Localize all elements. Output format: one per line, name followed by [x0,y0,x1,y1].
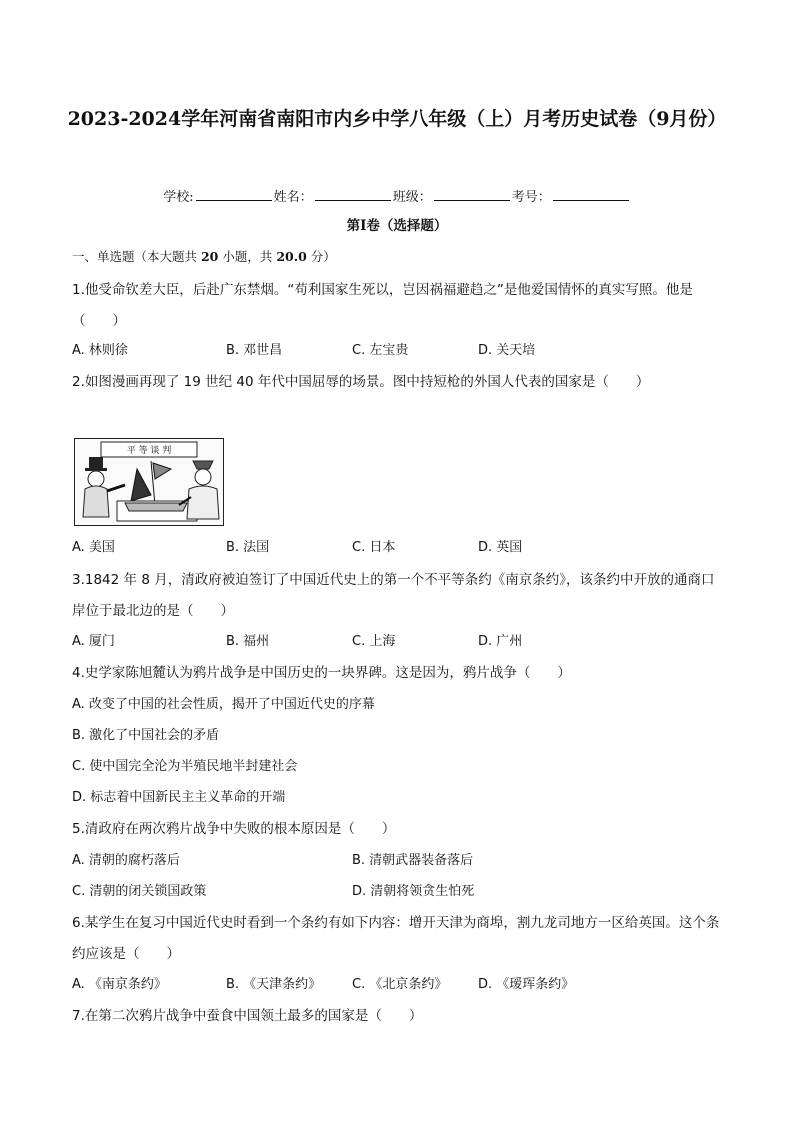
cartoon-image [74,438,224,526]
number-blank[interactable] [553,186,629,201]
question-6-stem: 6.某学生在复习中国近代史时看到一个条约有如下内容：增开天津为商埠，割九龙司地方一区给英国。这个条约应该是（ ） [72,915,720,962]
class-blank[interactable] [434,186,510,201]
q6-option-d[interactable]: D. 《瑷珲条约》 [478,977,575,992]
section-label: 一、单选题（本大题共 [72,249,201,264]
section-end: 分） [306,249,336,264]
q3-option-a[interactable]: A. 厦门 [72,634,115,649]
q5-option-b[interactable]: B. 清朝武器装备落后 [352,853,474,868]
number-label: 考号： [511,190,551,205]
q1-option-b[interactable]: B. 邓世昌 [226,343,283,358]
question-3-stem: 3.1842 年 8 月，清政府被迫签订了中国近代史上的第一个不平等条约《南京条约》，该条约中开放的通商口岸位于最北边的是（ ） [72,572,715,619]
section-heading [72,247,336,267]
student-info-line [0,186,794,208]
cartoon-drawing [75,439,223,525]
class-label: 班级： [392,190,432,205]
q3-option-d[interactable]: D. 广州 [478,634,523,649]
volume-title: 第I卷（选择题） [346,218,448,234]
question-4-stem: 4.史学家陈旭麓认为鸦片战争是中国历史的一块界碑。这是因为，鸦片战争（ ） [72,665,571,681]
school-label: 学校: [163,190,194,205]
q4-option-a[interactable]: A. 改变了中国的社会性质，揭开了中国近代史的序幕 [72,697,375,712]
name-label: 姓名： [273,190,313,205]
q4-option-d[interactable]: D. 标志着中国新民主主义革命的开端 [72,790,286,805]
q6-option-a[interactable]: A. 《南京条约》 [72,977,167,992]
q2-option-d[interactable]: D. 英国 [478,540,523,555]
q2-option-c[interactable]: C. 日本 [352,540,396,555]
question-2-stem: 2.如图漫画再现了 19 世纪 40 年代中国屈辱的场景。图中持短枪的外国人代表的国家是（ ） [72,374,650,390]
exam-title: 2023-2024学年河南省南阳市内乡中学八年级（上）月考历史试卷（9月份） [67,108,727,130]
q3-option-c[interactable]: C. 上海 [352,634,396,649]
q1-option-c[interactable]: C. 左宝贵 [352,343,409,358]
q6-option-c[interactable]: C. 《北京条约》 [352,977,448,992]
question-7-stem: 7.在第二次鸦片战争中蚕食中国领土最多的国家是（ ） [72,1008,423,1024]
q5-option-c[interactable]: C. 清朝的闭关锁国政策 [72,884,207,899]
q1-option-a[interactable]: A. 林则徐 [72,343,128,358]
q2-option-a[interactable]: A. 美国 [72,540,115,555]
section-mid: 小题，共 [218,249,277,264]
school-blank[interactable] [196,186,272,201]
question-5-stem: 5.清政府在两次鸦片战争中失败的根本原因是（ ） [72,821,396,837]
q5-option-a[interactable]: A. 清朝的腐朽落后 [72,853,180,868]
q2-option-b[interactable]: B. 法国 [226,540,270,555]
q4-option-b[interactable]: B. 激化了中国社会的矛盾 [72,728,220,743]
q6-option-b[interactable]: B. 《天津条约》 [226,977,322,992]
q4-option-c[interactable]: C. 使中国完全沦为半殖民地半封建社会 [72,759,298,774]
q5-option-d[interactable]: D. 清朝将领贪生怕死 [352,884,475,899]
section-score: 20.0 [276,249,307,264]
question-1-stem: 1.他受命钦差大臣，后赴广东禁烟。“苟利国家生死以，岂因祸福避趋之”是他爱国情怀的真实写照。他是（ ） [72,282,693,329]
section-count: 20 [200,249,219,264]
q3-option-b[interactable]: B. 福州 [226,634,270,649]
name-blank[interactable] [315,186,391,201]
q1-option-d[interactable]: D. 关天培 [478,343,536,358]
cartoon-caption: 平 等 谈 判 [126,446,172,456]
